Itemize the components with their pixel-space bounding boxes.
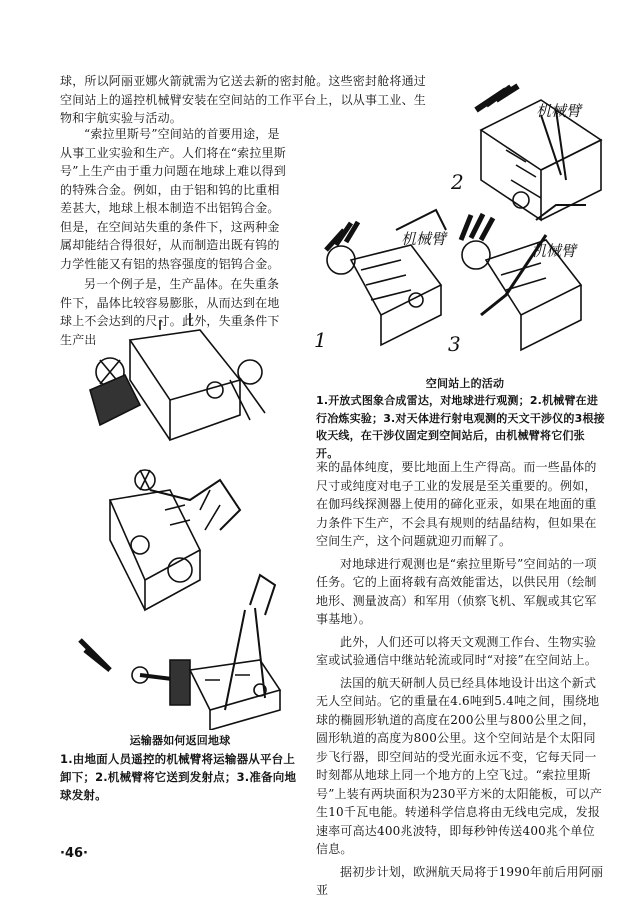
arm-label-2: 机械臂 [401, 230, 447, 248]
figure-right-caption: 1.开放式图象合成雷达，对地球进行观测；2.机械臂在进行冶炼实验；3.对天体进行射电观测的天文干涉仪的3根接收天线，在干涉仪固定到空间站后，由机械臂将它们张开。 [316, 394, 605, 460]
left-paragraph-2: 另一个例子是，生产晶体。在失重条件下，晶体比较容易膨胀，从而达到在地球上不会达到的尺寸。此外，失重条件下生产出 [60, 277, 280, 347]
right-paragraph-1: 来的晶体纯度，要比地面上生产得高。而一些晶体的尺寸或纯度对电子工业的发展是至关重要的。例如，在伽玛线探测器上使用的碲化亚汞，如果在地面的重力条件下生产，不会具有规则的结晶结构，但如果在空间生产，这个问题就迎刃而解了。 [316, 460, 597, 548]
intro-paragraph: 球，所以阿丽亚娜火箭就需为它送去新的密封舱。这些密封舱将通过空间站上的遥控机械臂安装在空间站的工作平台上，以从事工业、生物和宇航实验与活动。 [60, 74, 427, 125]
figure-number-1: 1 [314, 328, 327, 352]
figure-left-caption: 1.由地面人员遥控的机械臂将运输器从平台上卸下；2.机械臂将它送到发射点；3.准备向地球发射。 [60, 752, 297, 802]
left-paragraph-1: “索拉里斯号”空间站的首要用途，是从事工业实验和生产。人们将在“索拉里斯号”上生产由于重力问题在地球上难以得到的特殊合金。例如，由于铝和钨的比重相差甚大，地球上根本制造不出铝钨合金。但是，在空间站失重的条件下，这两种金属却能结合得很好，从而制造出既有钨的力学性能又有铝的热容强度的铝钨合金。 [60, 127, 286, 271]
right-column-text [316, 458, 606, 900]
arm-label-3: 机械臂 [531, 242, 577, 260]
figure-space-station-activities [306, 70, 606, 370]
right-paragraph-3: 此外，人们还可以将天文观测工作台、生物实验室或试验通信中继站轮流或同时“对接”在空间站上。 [316, 634, 598, 667]
figure-number-3: 3 [448, 332, 461, 356]
transporter-drawing [70, 300, 300, 730]
figure-right-title: 空间站上的活动 [425, 377, 505, 390]
figure-left-title: 运输器如何返回地球 [129, 734, 231, 747]
figure-number-2: 2 [451, 170, 464, 194]
right-paragraph-5: 据初步计划，欧洲航天局将于1990年前后用阿丽亚 [316, 864, 604, 897]
right-paragraph-4: 法国的航天研制人员已经具体地设计出这个新式无人空间站。它的重量在4.6吨到5.4吨之间，围绕地球的椭圆形轨道的高度在200公里与800公里之间，圆形轨道的高度为800公里。这个空间站是个太阳同步飞行器，即空间站的受光面永远不变，它每天同一时刻都从地球上同一个地方的上空飞过。“索拉里斯号”上装有两块面积为230平方米的太阳能板，可以产生10千瓦电能。转递科学信息将由无线电完成，发报速率可高达400兆波特，即每秒钟传送400兆个单位信息。 [316, 675, 603, 856]
page-number: ·46· [60, 846, 88, 861]
figure-transporter-return [70, 300, 300, 730]
arm-label-1: 机械臂 [536, 102, 582, 120]
right-paragraph-2: 对地球进行观测也是“索拉里斯号”空间站的一项任务。它的上面将载有高效能雷达，以供民用（绘制地形、测量波高）和军用（侦察飞机、军舰或其它军事基地）。 [316, 556, 597, 626]
